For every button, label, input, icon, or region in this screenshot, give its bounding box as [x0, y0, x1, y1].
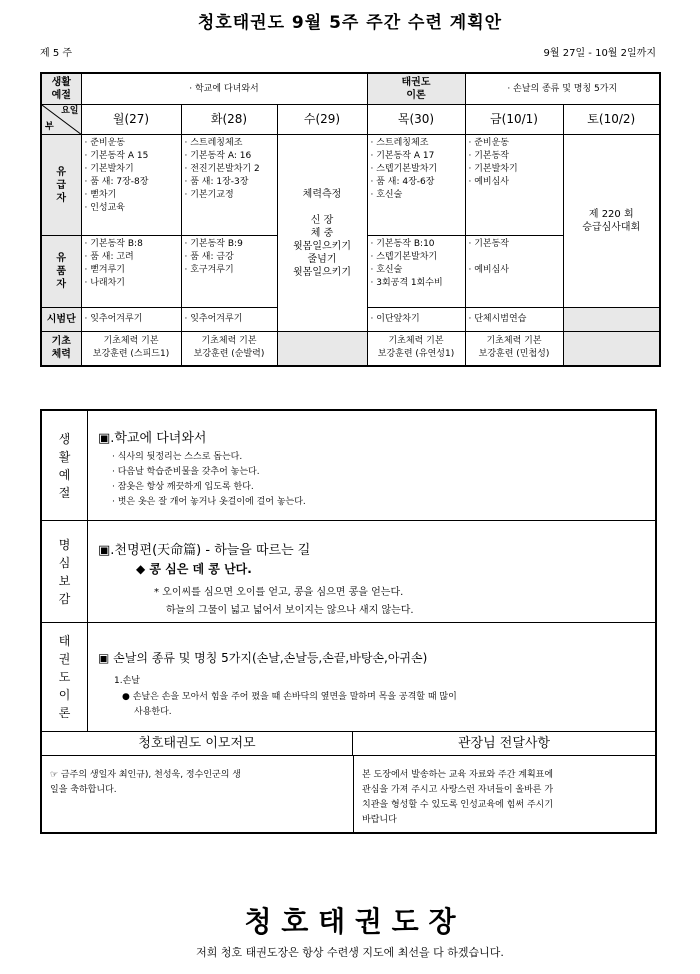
theory-subheading: 1.손날 [114, 676, 140, 686]
corner-day-label: 요일 [61, 106, 79, 116]
demo-sat-empty [563, 308, 660, 332]
fitness-mon: 기초체력 기본 보강훈련 (스피드1) [81, 332, 181, 366]
sat-promotion-test: 제 220 회 승급심사대회 [563, 135, 660, 308]
mind-proverb: ◆ 콩 심은 데 콩 난다. [136, 562, 252, 576]
day-header-sat: 토(10/2) [563, 105, 660, 135]
grade-tue: · 스트레칭체조 · 기본동작 A: 16 · 전진기본발차기 2 · 품 새: 1장-3장 · 기본기교정 [181, 135, 277, 236]
dan-fri: · 기본동작 · 예비심사 [465, 236, 563, 308]
life-etiquette-topic: · 학교에 다녀와서 [81, 73, 367, 105]
demo-fri: · 단체시범연습 [465, 308, 563, 332]
demo-mon: · 잊추어겨루기 [81, 308, 181, 332]
mind-line-1: * 오이씨를 심으면 오이를 얻고, 콩을 심으면 콩을 얻는다. [154, 587, 404, 598]
tkd-theory-topic: · 손날의 종류 및 명칭 5가지 [465, 73, 660, 105]
fitness-wed-empty [277, 332, 367, 366]
page-title: 청호태권도 9월 5주 주간 수련 계획안 [197, 13, 503, 33]
detail-box [40, 409, 657, 834]
news-text: ☞ 금주의 생일자 최인규), 천성욱, 정수인군의 생 일을 축하합니다. [50, 770, 241, 795]
day-header-tue: 화(28) [181, 105, 277, 135]
mind-section-label: 명 심 보 감 [42, 521, 88, 622]
dan-tue: · 기본동작 B:9 · 품 새: 금강 · 호구겨루기 [181, 236, 277, 308]
date-range: 9월 27일 - 10월 2일까지 [543, 48, 656, 59]
grade-thu: · 스트레칭체조 · 기본동작 A 17 · 스텝기본발차기 · 품 새: 4장-6장 · 호신술 [367, 135, 465, 236]
footer-title: 청 호 태 권 도 장 [244, 905, 456, 938]
divider [42, 622, 655, 623]
life-line-3: · 잠옷은 항상 깨끗하게 입도록 한다. [112, 482, 254, 492]
day-header-wed: 수(29) [277, 105, 367, 135]
fitness-fri: 기초체력 기본 보강훈련 (민첩성) [465, 332, 563, 366]
mind-line-2: 하늘의 그물이 넓고 넓어서 보이지는 않으나 새지 않는다. [166, 605, 414, 616]
notice-header: 관장님 전달사항 [353, 732, 655, 756]
grade-fri: · 준비운동 · 기본동작 · 기본발차기 · 예비심사 [465, 135, 563, 236]
theory-section-label: 태 권 도 이 론 [42, 623, 88, 731]
mind-section-title: ▣.천명편(天命篇) - 하늘을 따르는 길 [98, 543, 311, 558]
tkd-theory-label: 태권도 이론 [367, 73, 465, 105]
wed-fitness-test: 체력측정 신 장 체 중 윗몸일으키기 줄넘기 윗몸일으키기 [277, 135, 367, 332]
life-section-label: 생 활 예 절 [42, 411, 88, 520]
grade-mon: · 준비운동 · 기본동작 A 15 · 기본발차기 · 품 새: 7장-8장 · 뻗차기 · 인성교육 [81, 135, 181, 236]
life-line-2: · 다음날 학습준비물을 갖추어 놓는다. [112, 467, 260, 477]
theory-line-1: ● 손날은 손을 모아서 힘을 주어 폈을 때 손바닥의 옆면을 말하며 목을 공격할 때 많이 [122, 692, 457, 702]
footer-subtitle: 저희 청호 태권도장은 항상 수련생 지도에 최선을 다 하겠습니다. [196, 946, 504, 959]
fitness-thu: 기초체력 기본 보강훈련 (유연성1) [367, 332, 465, 366]
fitness-tue: 기초체력 기본 보강훈련 (순발력) [181, 332, 277, 366]
row-label-dan: 유 품 자 [41, 236, 81, 308]
weekly-schedule-table [40, 72, 661, 367]
divider [42, 520, 655, 521]
notice-text: 본 도장에서 발송하는 교육 자료와 주간 계획표에 관심을 가져 주시고 사랑스런 자녀들이 올바른 가 치관을 형성할 수 있도록 인성교육에 힘써 주시기 바랍니다 [362, 770, 554, 825]
row-label-demo-team: 시범단 [41, 308, 81, 332]
column-divider [353, 756, 354, 832]
row-label-grade: 유 급 자 [41, 135, 81, 236]
news-header: 청호태권도 이모저모 [42, 732, 353, 756]
day-header-fri: 금(10/1) [465, 105, 563, 135]
table-corner [41, 105, 81, 135]
demo-thu: · 이단앞차기 [367, 308, 465, 332]
life-section-title: ▣.학교에 다녀와서 [98, 431, 207, 446]
day-header-thu: 목(30) [367, 105, 465, 135]
week-number: 제 5 주 [40, 48, 73, 59]
theory-line-2: 사용한다. [134, 707, 172, 717]
corner-grade-label: 부 [45, 122, 54, 132]
fitness-sat-empty [563, 332, 660, 366]
dan-mon: · 기본동작 B:8 · 품 새: 고려 · 뻗겨루기 · 나래차기 [81, 236, 181, 308]
life-etiquette-label: 생활 예절 [41, 73, 81, 105]
life-line-4: · 벗은 옷은 잘 개어 놓거나 옷걸이에 걸어 놓는다. [112, 497, 306, 507]
demo-tue: · 잊추어겨루기 [181, 308, 277, 332]
row-label-fitness: 기초 체력 [41, 332, 81, 366]
theory-section-title: ▣ 손날의 종류 및 명칭 5가지(손날,손날등,손끝,바탕손,아귀손) [98, 651, 428, 665]
day-header-mon: 월(27) [81, 105, 181, 135]
dan-thu: · 기본동작 B:10 · 스텝기본발차기 · 호신술 · 3회공격 1회수비 [367, 236, 465, 308]
life-line-1: · 식사의 뒷정리는 스스로 돕는다. [112, 452, 243, 462]
